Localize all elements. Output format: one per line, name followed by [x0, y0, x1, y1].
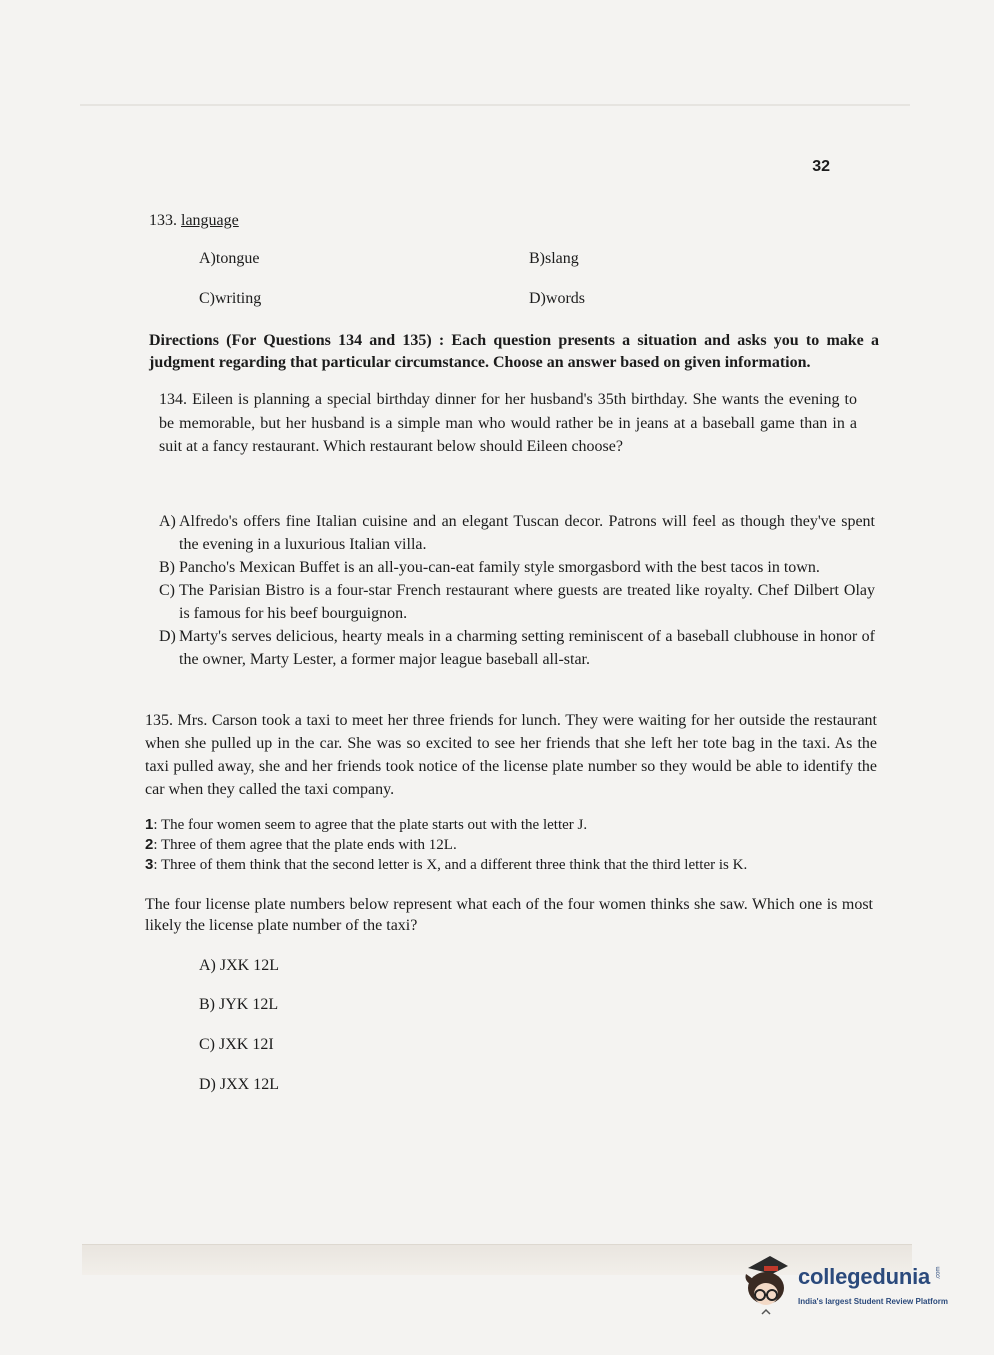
- header-rule: [80, 104, 910, 106]
- option-text: Alfredo's offers fine Italian cuisine and an elegant Tuscan decor. Patrons will feel as though they've spent the evening in a luxurious Italian villa.: [179, 513, 875, 553]
- q133-option-c: C)writing: [199, 290, 262, 307]
- question-133-title: [149, 212, 239, 230]
- question-135-text: 135. Mrs. Carson took a taxi to meet her three friends for lunch. They were waiting for her outside the restaurant when she pulled up in the car. She was so excited to see her friends that she left her tote bag in the taxi. As the taxi pulled away, she and her friends took notice of the license plate number so they would be able to identify the car when they called the taxi company.: [145, 712, 877, 798]
- page-number: 32: [812, 158, 830, 175]
- q135-option-c: C) JXK 12I: [199, 1036, 274, 1053]
- q134-option-c: [159, 579, 875, 625]
- clue-line: [145, 815, 885, 835]
- option-label: D): [159, 628, 176, 645]
- q135-option-d: D) JXX 12L: [199, 1076, 279, 1093]
- clue-number: 2: [145, 836, 154, 853]
- question-134-text: 134. Eileen is planning a special birthday dinner for her husband's 35th birthday. She wants the evening to be memorable, but her husband is a simple man who would rather be in jeans at a baseball game than in a suit at a fancy restaurant. Which restaurant below should Eileen choose?: [159, 391, 857, 455]
- q133-option-a: A)tongue: [199, 250, 260, 267]
- clue-number: 1: [145, 816, 154, 833]
- directions-text: Directions (For Questions 134 and 135) : Each question presents a situation and asks you to make a judgment regarding that particular circumstance. Choose an answer based on given information.: [149, 332, 879, 371]
- clue-number: 3: [145, 856, 154, 873]
- logo-tagline: India's largest Student Review Platform: [798, 1297, 948, 1306]
- option-label: C): [159, 582, 175, 599]
- mascot-icon: [736, 1250, 798, 1320]
- collegedunia-logo: [736, 1250, 966, 1320]
- q134-option-d: [159, 625, 875, 671]
- q135-option-b: B) JYK 12L: [199, 996, 279, 1013]
- q134-option-b: [159, 556, 875, 579]
- question-133-word: language: [181, 212, 239, 229]
- clue-line: [145, 835, 885, 855]
- option-label: B): [159, 559, 175, 576]
- logo-suffix: .com: [935, 1266, 942, 1280]
- q135-clues: [145, 815, 885, 875]
- q135-question: The four license plate numbers below represent what each of the four women thinks she saw. Which one is most likely the license plate number of the taxi?: [145, 896, 873, 934]
- q133-option-d: D)words: [529, 290, 585, 307]
- option-text: Marty's serves delicious, hearty meals in a charming setting reminiscent of a baseball clubhouse in honor of the owner, Marty Lester, a former major league baseball all-star.: [179, 628, 875, 668]
- q133-option-b: B)slang: [529, 250, 579, 267]
- clue-text: : Three of them agree that the plate ends with 12L.: [153, 837, 457, 853]
- option-label: A): [159, 513, 176, 530]
- option-text: The Parisian Bistro is a four-star French restaurant where guests are treated like royalty. Chef Dilbert Olay is famous for his beef bourguignon.: [179, 582, 875, 622]
- question-133-number: 133.: [149, 212, 177, 229]
- option-text: Pancho's Mexican Buffet is an all-you-can-eat family style smorgasbord with the best tacos in town.: [179, 559, 820, 576]
- clue-line: [145, 855, 885, 875]
- clue-text: : Three of them think that the second letter is X, and a different three think that the third letter is K.: [153, 857, 748, 873]
- q134-option-a: [159, 510, 875, 556]
- logo-wordmark: collegedunia: [798, 1264, 931, 1289]
- q135-option-a: A) JXK 12L: [199, 957, 279, 974]
- clue-text: : The four women seem to agree that the plate starts out with the letter J.: [153, 817, 588, 833]
